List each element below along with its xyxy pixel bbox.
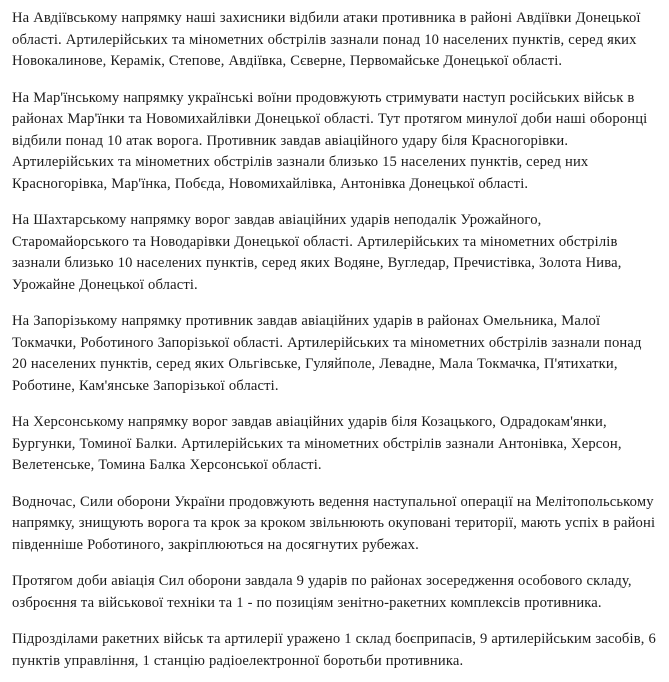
paragraph: На Шахтарському напрямку ворог завдав авіаційних ударів неподалік Урожайного, Старомайорського та Новодарівки Донецької області. Артилерійських та мінометних обстрілів зазнали близько 10 населених пунктів, серед яких Водяне, Вугледар, Пречистівка, Золота Нива, Урожайне Донецької області. — [12, 212, 622, 293]
paragraph: Підрозділами ракетних військ та артилерії уражено 1 склад боєприпасів, 9 артилерійським засобів, 6 пунктів управління, 1 станцію радіоелектронної боротьби противника. — [12, 631, 656, 669]
paragraph: На Мар'їнському напрямку українські воїни продовжують стримувати наступ російських військ в районах Мар'їнки та Новомихайлівки Донецької області. Тут протягом минулої доби наші оборонці відбили понад 10 атак ворога. Противник завдав авіаційного удару біля Красногорівки. Артилерійських та мінометних обстрілів зазнали близько 15 населених пунктів, серед них Красногорівка, Мар'їнка, Побєда, Новомихайлівка, Антонівка Донецької області. — [12, 89, 648, 192]
paragraph: Водночас, Сили оборони України продовжують ведення наступальної операції на Мелітопольському напрямку, знищують ворога та крок за кроком звільнюють окуповані території, мають успіх в районі південніше Роботиного, закріплюються на досягнутих рубежах. — [12, 493, 656, 553]
paragraph: Протягом доби авіація Сил оборони завдала 9 ударів по районах зосередження особового складу, озброєння та військової техніки та 1 - по позиціям зенітно-ракетних комплексів противника. — [12, 573, 632, 611]
paragraph: На Авдіївському напрямку наші захисники відбили атаки противника в районі Авдіївки Донецької області. Артилерійських та мінометних обстрілів зазнали понад 10 населених пунктів, серед яких Новокалинове, Керамік, Степове, Авдіївка, Сєверне, Первомайське Донецької області. — [12, 10, 641, 69]
paragraph: На Херсонському напрямку ворог завдав авіаційних ударів біля Козацького, Одрадокам'янки, Бургунки, Томиної Балки. Артилерійських та мінометних обстрілів зазнали Антонівка, Херсон, Велетенське, Томина Балка Херсонської області. — [12, 414, 622, 473]
paragraph: На Запорізькому напрямку противник завдав авіаційних ударів в районах Омельника, Малої Токмачки, Роботиного Запорізької області. Артилерійських та мінометних обстрілів зазнали понад 20 населених пунктів, серед яких Ольгівське, Гуляйполе, Левадне, Мала Токмачка, П'ятихатки, Роботине, Кам'янське Запорізької області. — [12, 313, 642, 394]
